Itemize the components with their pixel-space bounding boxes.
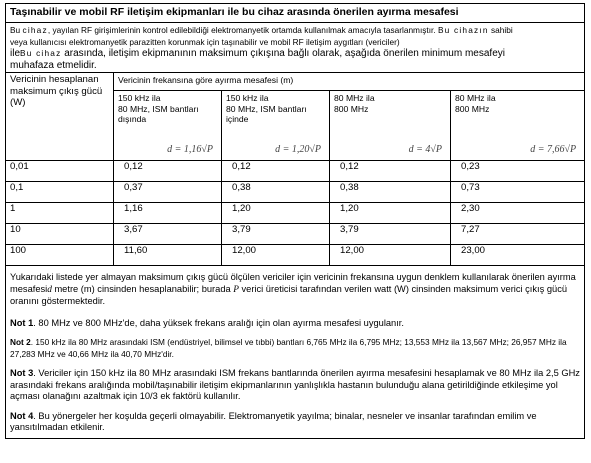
intro-line1a: Bu: [10, 25, 23, 35]
power-cell: 100: [6, 245, 114, 266]
note-4-label: Not 4: [10, 410, 34, 421]
value-cell: 1,20: [330, 203, 451, 224]
power-cell: 1: [6, 203, 114, 224]
table-row: [6, 161, 585, 182]
value-cell: 1,16: [114, 203, 222, 224]
range-2-line-3: içinde: [226, 114, 249, 124]
note-1-text: . 80 MHz ve 800 MHz'de, daha yüksek frekans aralığı için olan ayırma mesafesi uygulanır.: [33, 317, 404, 328]
document: [5, 3, 584, 439]
note-3-label: Not 3: [10, 368, 34, 378]
value-cell: 3,79: [330, 224, 451, 245]
range-4-line-2: 800 MHz: [455, 103, 490, 114]
note-3: [10, 368, 580, 403]
range-2-line-1: 150 kHz ila: [226, 93, 269, 103]
range-1-line-2: 80 MHz, ISM bantları: [118, 103, 199, 114]
value-cell: 0,38: [222, 182, 330, 203]
explanation-paragraph: [10, 272, 580, 308]
intro-device-name-3: Bu cihaz: [20, 48, 62, 58]
intro-line4: muhafaza etmelidir.: [10, 59, 97, 71]
intro-device-name-2: Bu cihazın: [437, 25, 489, 35]
explanation-text-3: verici üreticisi tarafından verilen watt (W) cinsinden maksimum verici çıkış gücü oranını göstermektedir.: [10, 283, 568, 306]
range-4-line-1: 80 MHz ila: [455, 93, 496, 103]
value-cell: 3,79: [222, 224, 330, 245]
power-cell: 0,01: [6, 161, 114, 182]
range-2-line-2: 80 MHz, ISM bantları: [226, 103, 307, 114]
formula-4: d = 7,66√P: [530, 143, 577, 155]
value-cell: 7,27: [451, 224, 585, 245]
table-row: [6, 224, 585, 245]
intro-line1c: , yayılan RF girişimlerinin kontrol edilebildiği elektromanyetik ortamda kullanılmak amacıyla tasarlanmıştır.: [47, 25, 438, 35]
range-header-2: [222, 91, 330, 161]
symbol-p: P: [233, 284, 239, 295]
intro-line2: veya kullanıcısı elektromanyetik parazitten korunmak için taşınabilir ve mobil RF iletişim aygıtları (vericiler): [10, 36, 400, 47]
note-2-label: Not 2: [10, 337, 31, 347]
symbol-d: d: [47, 284, 52, 295]
value-cell: 12,00: [222, 245, 330, 266]
table-row: [6, 245, 585, 266]
range-header-3: [330, 91, 451, 161]
note-2-text: . 150 kHz ila 80 MHz arasındaki ISM (endüstriyel, bilimsel ve tıbbi) bantları 6,765 MHz ila 6,795 MHz; 13,553 MHz ila 13,567 MHz; 26,957 MHz ila 27,283 MHz ve 40,66 MHz ila 40,70 MHz'dir.: [10, 337, 567, 359]
value-cell: 0,38: [330, 182, 451, 203]
table-title: Taşınabilir ve mobil RF iletişim ekipmanları ile bu cihaz arasında önerilen ayırma mesafesi: [6, 4, 585, 23]
intro-line3a: ile: [10, 48, 21, 59]
value-cell: 0,37: [114, 182, 222, 203]
note-1: [10, 318, 580, 330]
value-cell: 0,12: [330, 161, 451, 182]
value-cell: 11,60: [114, 245, 222, 266]
range-1-line-1: 150 kHz ila: [118, 93, 161, 103]
value-cell: 3,67: [114, 224, 222, 245]
formula-3: d = 4√P: [408, 143, 442, 155]
range-3-line-1: 80 MHz ila: [334, 93, 375, 103]
value-cell: 2,30: [451, 203, 585, 224]
value-cell: 12,00: [330, 245, 451, 266]
table-row: [6, 203, 585, 224]
value-cell: 0,23: [451, 161, 585, 182]
note-1-label: Not 1: [10, 317, 34, 328]
value-cell: 23,00: [451, 245, 585, 266]
power-cell: 10: [6, 224, 114, 245]
value-cell: 1,20: [222, 203, 330, 224]
formula-1: d = 1,16√P: [167, 143, 213, 155]
range-header-4: [451, 91, 585, 161]
intro-line1e: sahibi: [488, 25, 513, 35]
value-cell: 0,73: [451, 182, 585, 203]
value-cell: 0,12: [222, 161, 330, 182]
notes-section: [6, 266, 585, 439]
intro-line3c: arasında, iletişim ekipmanının maksimum çıkışına bağlı olarak, aşağıda önerilen minimum mesafeyi: [61, 48, 505, 59]
distance-column-header: Vericinin frekansına göre ayırma mesafesi (m): [114, 73, 585, 91]
power-cell: 0,1: [6, 182, 114, 203]
power-column-header: Vericinin hesaplanan maksimum çıkış gücü (W): [6, 73, 114, 161]
note-4: [10, 411, 580, 434]
explanation-text-1: Yukarıdaki listede yer almayan maksimum çıkış gücü ölçülen vericiler için vericinin frekansına uygun denklem kullanılarak önerilen ayırma mesafesi: [10, 272, 576, 294]
table-row: [6, 182, 585, 203]
note-3-text: . Vericiler için 150 kHz ila 80 MHz arasındaki ISM frekans bantlarında önerilen ayırma mesafesini hesaplamak ve 80 MHz ila 2,5 GHz arasındaki frekans aralığında mobil/taşınabilir iletişim ekipmanlarının yanlışlıkla hastanın bulunduğu alana getirildiğinde etkileşime yol açması olanağını azaltmak için 10/3 ek faktörü kullanılır.: [10, 368, 580, 401]
value-cell: 0,12: [114, 161, 222, 182]
explanation-text-2: metre (m) cinsinden hesaplanabilir; burada: [51, 283, 234, 294]
intro-device-name: cihaz: [22, 25, 48, 35]
separation-distance-table: [5, 3, 585, 439]
note-4-text: . Bu yönergeler her koşulda geçerli olmayabilir. Elektromanyetik yayılma; binalar, nesneler ve insanlar tarafından emilim ve yansıtılmadan etkilenir.: [10, 410, 537, 432]
range-1-line-3: dışında: [118, 114, 147, 124]
formula-2: d = 1,20√P: [275, 143, 321, 155]
note-2: [10, 337, 580, 360]
range-3-line-2: 800 MHz: [334, 103, 369, 114]
intro-text: [6, 23, 585, 73]
range-header-1: [114, 91, 222, 161]
